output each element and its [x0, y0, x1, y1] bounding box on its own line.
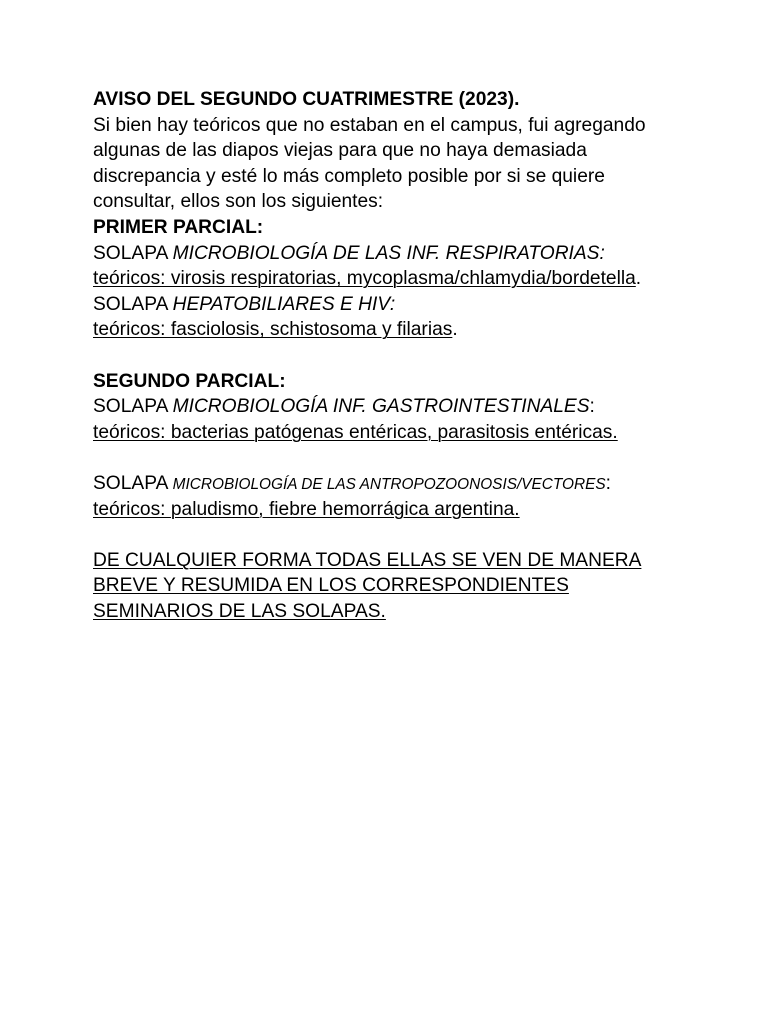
solapa-colon: : [589, 396, 595, 418]
teoricos-end: . [452, 319, 458, 341]
segundo-solapa-1 [93, 394, 703, 420]
solapa-name: MICROBIOLOGÍA INF. GASTROINTESTINALES [172, 396, 590, 418]
primer-solapa-1 [93, 241, 703, 267]
solapa-name: HEPATOBILIARES E HIV: [172, 293, 396, 315]
teoricos-text: teóricos: bacterias patógenas entéricas, parasitosis entéricas. [93, 421, 618, 443]
primer-solapa-1-teoricos [93, 266, 703, 292]
solapa-prefix: SOLAPA [93, 396, 173, 418]
closing-line [93, 599, 703, 625]
closing-line [93, 548, 703, 574]
teoricos-text: teóricos: fasciolosis, schistosoma y filarias [93, 319, 453, 341]
spacer [93, 445, 703, 471]
teoricos-end: . [635, 268, 642, 290]
intro-line: Si bien hay teóricos que no estaban en el campus, fui agregando [93, 114, 646, 136]
closing-text: BREVE Y RESUMIDA EN LOS CORRESPONDIENTES [93, 575, 569, 597]
solapa-prefix: SOLAPA [93, 242, 173, 264]
solapa-name: MICROBIOLOGÍA DE LAS ANTROPOZOONOSIS/VECTORES [172, 475, 606, 493]
closing-text: SEMINARIOS DE LAS SOLAPAS. [93, 600, 386, 622]
primer-solapa-2-teoricos [93, 317, 703, 343]
segundo-parcial-heading: SEGUNDO PARCIAL: [93, 370, 286, 392]
primer-parcial-heading: PRIMER PARCIAL: [93, 216, 264, 238]
closing-line [93, 573, 703, 599]
solapa-prefix: SOLAPA [93, 293, 173, 315]
segundo-solapa-2 [93, 471, 703, 497]
spacer [93, 343, 703, 369]
segundo-solapa-2-teoricos [93, 497, 703, 523]
solapa-colon: : [605, 472, 611, 494]
spacer [93, 522, 703, 548]
intro-line: algunas de las diapos viejas para que no haya demasiada [93, 140, 587, 162]
closing-text: DE CUALQUIER FORMA TODAS ELLAS SE VEN DE MANERA [93, 549, 642, 571]
solapa-name: MICROBIOLOGÍA DE LAS INF. RESPIRATORIAS: [172, 242, 605, 264]
intro-line: consultar, ellos son los siguientes: [93, 191, 384, 213]
teoricos-text: teóricos: virosis respiratorias, mycoplasma/chlamydia/bordetella [93, 268, 636, 290]
segundo-solapa-1-teoricos [93, 420, 703, 446]
teoricos-text: teóricos: paludismo, fiebre hemorrágica argentina. [93, 498, 520, 520]
intro-line: discrepancia y esté lo más completo posible por si se quiere [93, 165, 605, 187]
primer-solapa-2 [93, 292, 703, 318]
notice-title: AVISO DEL SEGUNDO CUATRIMESTRE (2023). [93, 89, 520, 110]
document-page [93, 87, 703, 624]
solapa-prefix: SOLAPA [93, 472, 173, 494]
